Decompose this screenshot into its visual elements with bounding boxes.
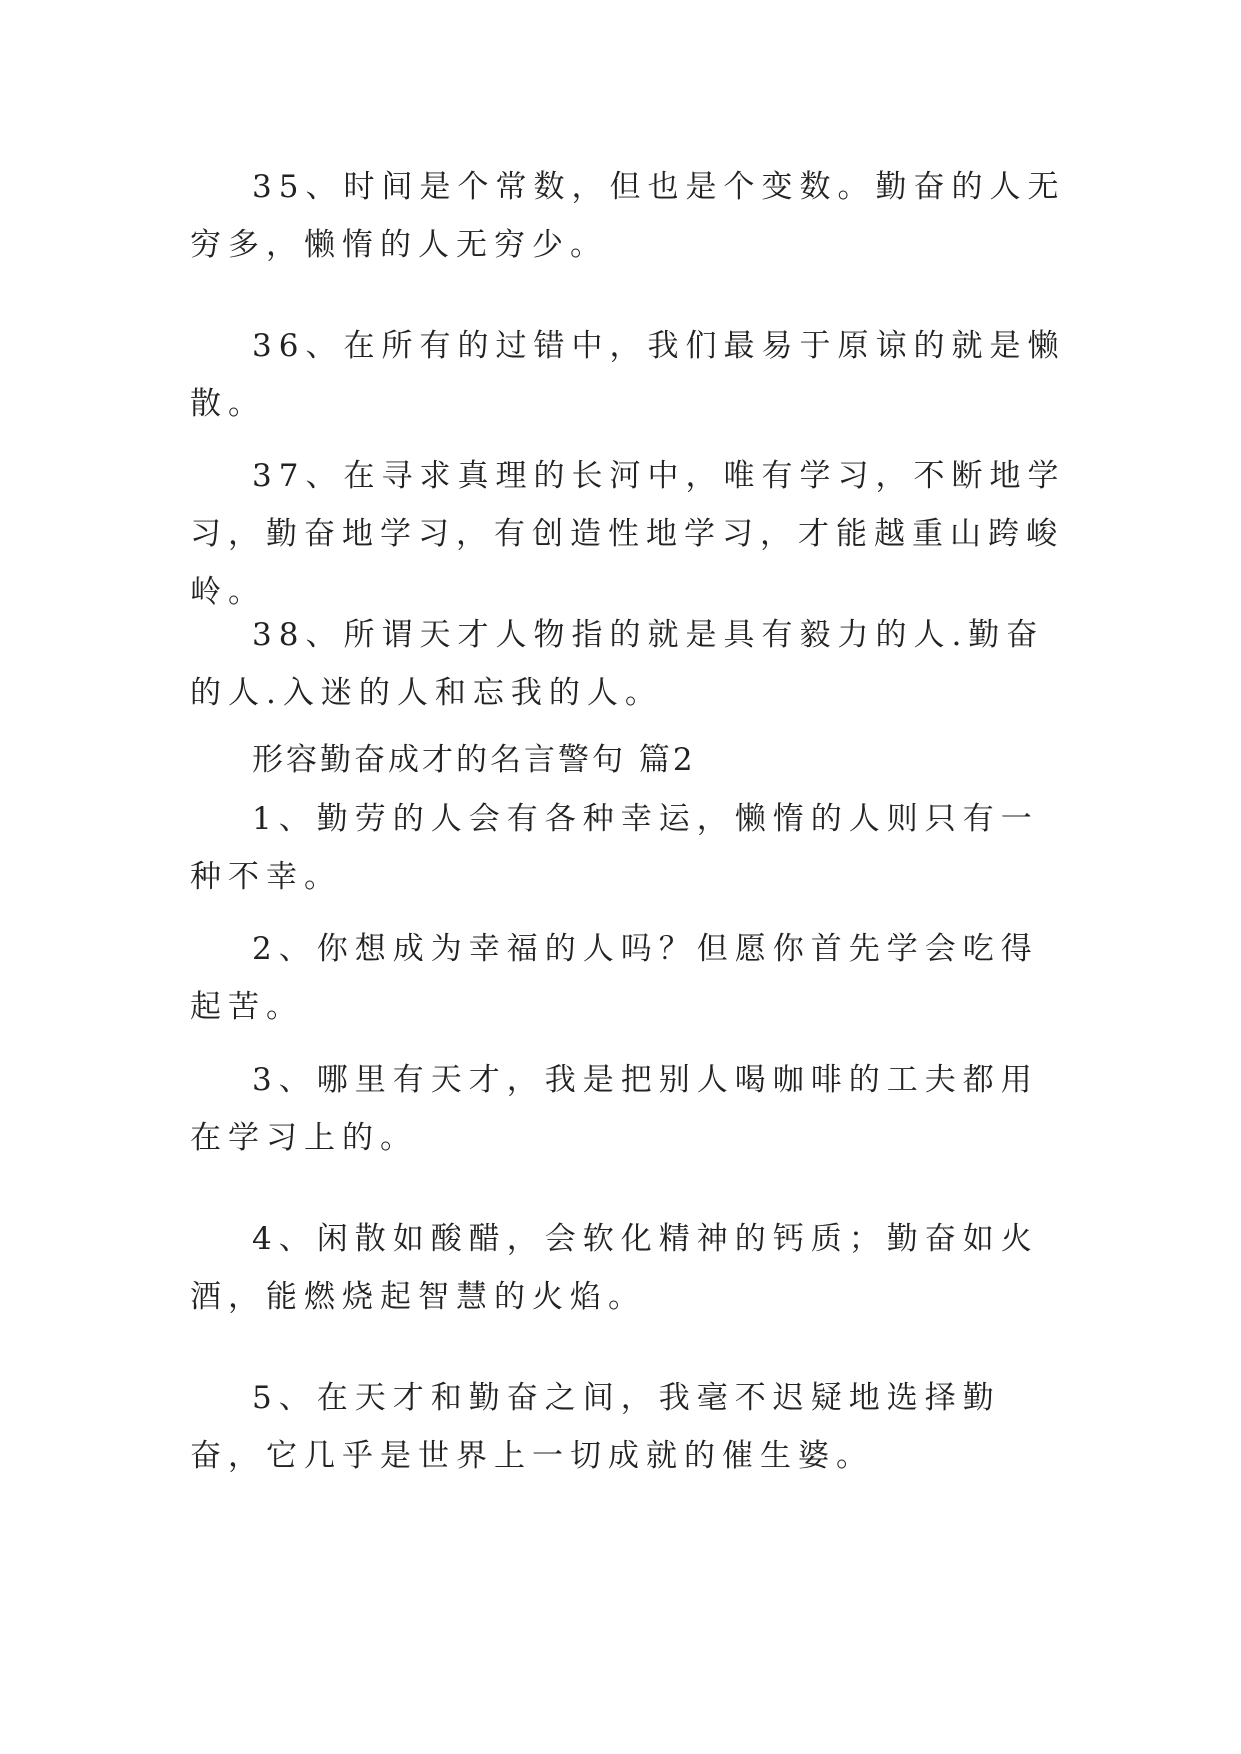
quote-38: 38、所谓天才人物指的就是具有毅力的人.勤奋的人.入迷的人和忘我的人。	[190, 617, 1045, 711]
quote-1: 1、勤劳的人会有各种幸运，懒惰的人则只有一种不幸。	[190, 801, 1039, 895]
quote-3: 3、哪里有天才，我是把别人喝咖啡的工夫都用在学习上的。	[190, 1062, 1039, 1156]
quote-35: 35、时间是个常数，但也是个变数。勤奋的人无穷多，懒惰的人无穷少。	[190, 169, 1066, 263]
quote-4: 4、闲散如酸醋，会软化精神的钙质；勤奋如火酒，能燃烧起智慧的火焰。	[190, 1221, 1039, 1315]
quote-2: 2、你想成为幸福的人吗？但愿你首先学会吃得起苦。	[190, 931, 1039, 1025]
quote-5: 5、在天才和勤奋之间，我毫不迟疑地选择勤奋，它几乎是世界上一切成就的催生婆。	[190, 1380, 1001, 1474]
quote-37: 37、在寻求真理的长河中，唯有学习，不断地学习，勤奋地学习，有创造性地学习，才能越重山跨峻岭。	[190, 458, 1066, 610]
quote-36: 36、在所有的过错中，我们最易于原谅的就是懒散。	[190, 328, 1066, 422]
section-heading: 形容勤奋成才的名言警句 篇2	[252, 742, 696, 778]
